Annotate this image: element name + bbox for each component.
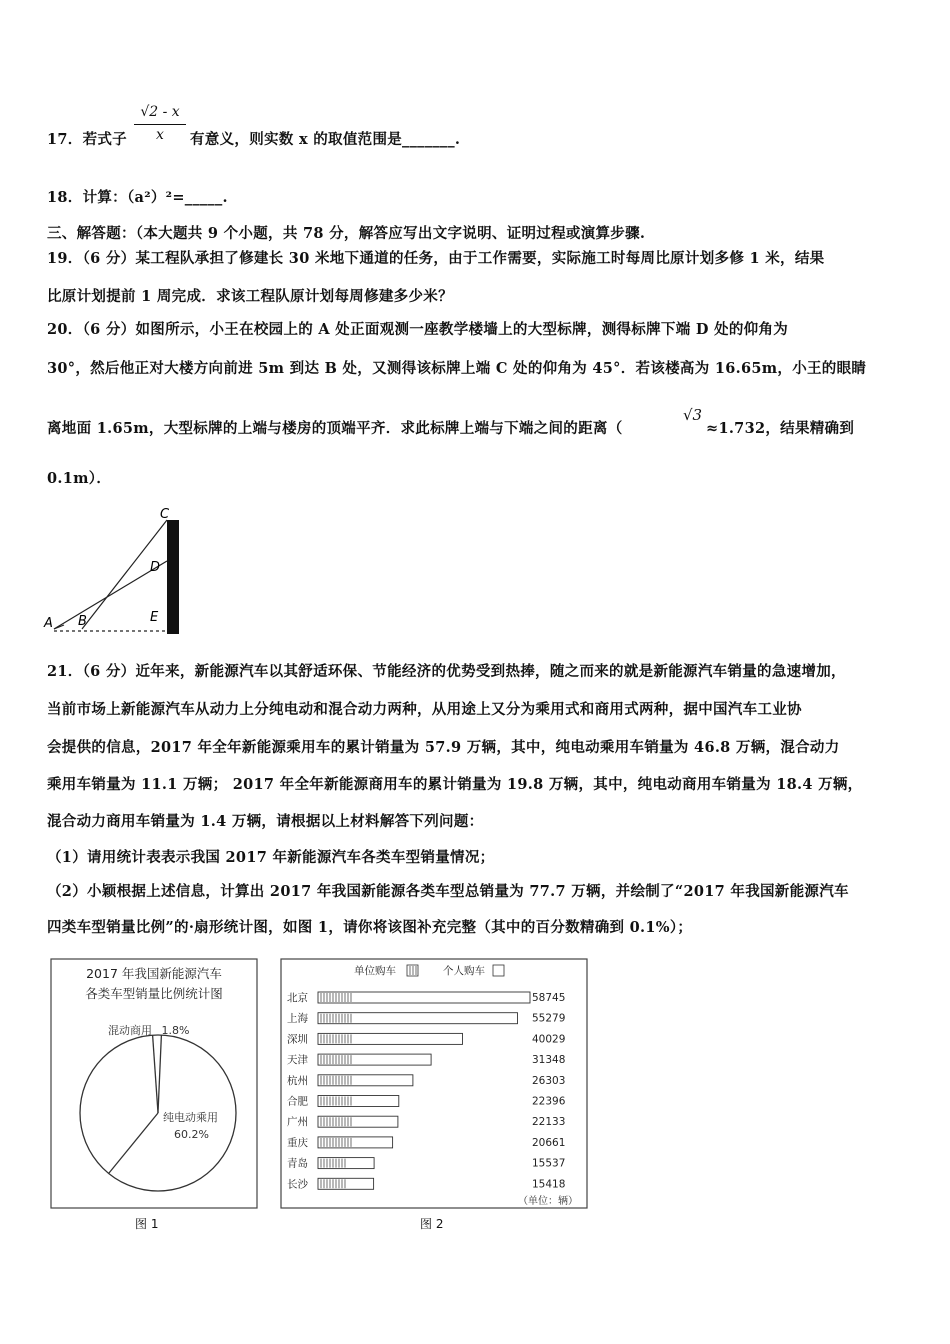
q17-numerator: √2 - x — [140, 104, 180, 120]
q21-line5: 混合动力商用车销量为 1.4 万辆，请根据以上材料解答下列问题： — [47, 813, 484, 830]
bar-杭州 — [318, 1075, 413, 1086]
bar-category-label: 重庆 — [287, 1136, 308, 1149]
pie-label-ev-passenger-value: 60.2% — [174, 1128, 209, 1141]
bar-北京 — [318, 992, 530, 1003]
bar-category-label: 深圳 — [287, 1033, 308, 1046]
bar-长沙 — [318, 1178, 374, 1189]
q20-geometry-figure — [40, 505, 190, 637]
pie-title-line1: 2017 年我国新能源汽车 — [86, 966, 222, 981]
bar-category-label: 青岛 — [287, 1157, 308, 1170]
bar-value-label: 15537 — [532, 1157, 566, 1170]
bar-category-label: 北京 — [287, 992, 308, 1004]
bar-value-label: 26303 — [532, 1074, 566, 1087]
bar-category-label: 上海 — [287, 1012, 308, 1025]
label-A: A — [44, 616, 53, 631]
bar-unit-note: （单位：辆） — [518, 1196, 578, 1207]
bar-value-label: 31348 — [532, 1054, 566, 1067]
bar-重庆 — [318, 1137, 393, 1148]
building-wall — [167, 520, 179, 634]
legend-unit-label: 单位购车 — [354, 965, 396, 977]
bar-深圳 — [318, 1033, 463, 1044]
bar-value-label: 55279 — [532, 1012, 566, 1025]
q18-text: 18．计算：（a²）²=_____. — [47, 189, 228, 206]
label-E: E — [150, 610, 159, 625]
q17-suffix: 有意义，则实数 x 的取值范围是_______. — [190, 131, 461, 148]
q17-denominator: x — [156, 127, 164, 143]
q21-line8: 四类车型销量比例”的·扇形统计图，如图 1，请你将该图补充完整（其中的百分数精确到 0.1%）； — [47, 919, 693, 936]
q21-line4: 乘用车销量为 11.1 万辆； 2017 年全年新能源商用车的累计销量为 19.8 万辆，其中，纯电动商用车销量为 18.4 万辆， — [47, 776, 863, 793]
bar-天津 — [318, 1054, 431, 1065]
figure1-caption: 图 1 — [135, 1217, 159, 1231]
label-B: B — [78, 614, 87, 629]
pie-label-hybrid-commercial-name: 混动商用 — [108, 1024, 152, 1037]
q19-line1: 19．（6 分）某工程队承担了修建长 30 米地下通道的任务，由于工作需要，实际施工时每周比原计划多修 1 米，结果 — [47, 250, 825, 267]
q21-line3: 会提供的信息，2017 年全年新能源乘用车的累计销量为 57.9 万辆，其中，纯电动乘用车销量为 46.8 万辆，混合动力 — [47, 739, 840, 756]
q20-sqrt3: √3 — [683, 406, 703, 424]
bar-value-label: 22396 — [532, 1095, 566, 1108]
q20-line2: 30°，然后他正对大楼方向前进 5m 到达 B 处，又测得该标牌上端 C 处的仰角为 45°．若该楼高为 16.65m，小王的眼睛 — [47, 360, 867, 377]
bar-value-label: 58745 — [532, 992, 566, 1004]
q20-line3b: ≈1.732，结果精确到 — [706, 420, 855, 437]
bar-青岛 — [318, 1158, 374, 1169]
bar-category-label: 杭州 — [287, 1074, 308, 1087]
bar-value-label: 40029 — [532, 1033, 566, 1046]
bar-category-label: 天津 — [287, 1054, 308, 1067]
pie-label-hybrid-commercial — [108, 1023, 189, 1037]
pie-title-line2: 各类车型销量比例统计图 — [85, 986, 223, 1001]
q21-line2: 当前市场上新能源汽车从动力上分纯电动和混合动力两种，从用途上又分为乘用式和商用式两种，据中国汽车工业协 — [47, 701, 802, 718]
legend-unit-swatch — [407, 965, 418, 976]
legend-personal-swatch — [493, 965, 504, 976]
bar-value-label: 22133 — [532, 1116, 566, 1129]
pie-label-hybrid-commercial-value: 1.8% — [161, 1024, 190, 1037]
q19-line2: 比原计划提前 1 周完成．求该工程队原计划每周修建多少米？ — [47, 288, 453, 305]
pie-chart — [50, 958, 258, 1210]
figure2-caption: 图 2 — [420, 1217, 444, 1231]
bar-category-label: 长沙 — [287, 1178, 308, 1191]
legend-personal-label: 个人购车 — [443, 965, 485, 977]
q20-line1: 20．（6 分）如图所示，小王在校园上的 A 处正面观测一座教学楼墙上的大型标牌，测得标牌下端 D 处的仰角为 — [47, 321, 789, 338]
q17-fraction — [134, 104, 186, 143]
q20-line3a: 离地面 1.65m，大型标牌的上端与楼房的顶端平齐．求此标牌上端与下端之间的距离（ — [47, 420, 623, 437]
q20-line4: 0.1m）． — [47, 470, 112, 487]
bar-category-label: 合肥 — [287, 1095, 308, 1108]
label-D: D — [150, 560, 161, 575]
q21-line6: （1）请用统计表表示我国 2017 年新能源汽车各类车型销量情况； — [47, 849, 495, 866]
bar-value-label: 15418 — [532, 1178, 566, 1191]
section3-heading: 三、解答题：（本大题共 9 个小题，共 78 分，解答应写出文字说明、证明过程或演算步骤. — [47, 225, 646, 242]
q17-prefix: 17．若式子 — [47, 131, 127, 148]
q21-line1: 21．（6 分）近年来，新能源汽车以其舒适环保、节能经济的优势受到热捧，随之而来的就是新能源汽车销量的急速增加， — [47, 663, 846, 680]
bar-chart — [280, 958, 588, 1210]
bar-category-label: 广州 — [287, 1116, 308, 1129]
q21-line7: （2）小颖根据上述信息，计算出 2017 年我国新能源各类车型总销量为 77.7 万辆，并绘制了“2017 年我国新能源汽车 — [47, 883, 849, 900]
pie-label-ev-passenger-name: 纯电动乘用 — [163, 1111, 218, 1124]
label-C: C — [160, 507, 170, 522]
bar-value-label: 20661 — [532, 1136, 566, 1149]
